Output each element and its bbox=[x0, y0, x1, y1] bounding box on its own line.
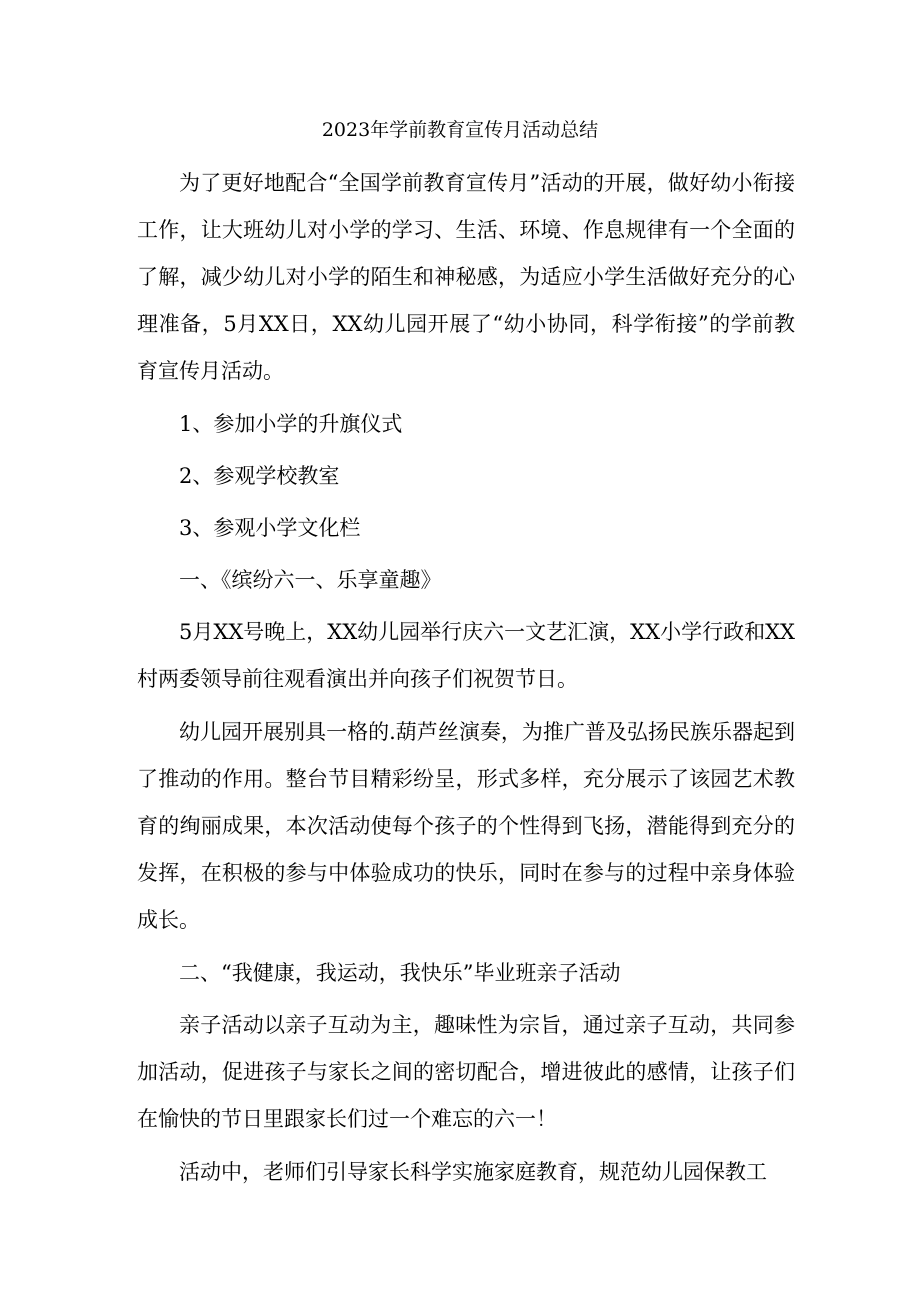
document-title: 2023年学前教育宣传月活动总结 bbox=[321, 119, 599, 141]
section-heading-two: 二、“我健康，我运动，我快乐”毕业班亲子活动 bbox=[179, 961, 621, 985]
list-item-visit-classroom: 2、参观学校教室 bbox=[179, 464, 340, 488]
paragraph-hulusi: 幼儿园开展别具一格的.葫芦丝演奏，为推广普及弘扬民族乐器起到了推动的作用。整台节目精彩纷呈，形式多样，充分展示了该园艺术教育的绚丽成果，本次活动使每个孩子的个性得到飞扬，潜能得到充分的发挥，在积极的参与中体验成功的快乐，同时在参与的过程中亲身体验成长。 bbox=[137, 720, 795, 932]
paragraph-gala: 5月XX号晚上，XX幼儿园举行庆六一文艺汇演，XX小学行政和XX村两委领导前往观看演出并向孩子们祝贺节日。 bbox=[137, 620, 795, 691]
section-heading-one: 一、《缤纷六一、乐享童趣》 bbox=[179, 568, 442, 592]
paragraph-parent-child: 亲子活动以亲子互动为主，趣味性为宗旨，通过亲子互动，共同参加活动，促进孩子与家长之间的密切配合，增进彼此的感情，让孩子们在愉快的节日里跟家长们过一个难忘的六一！ bbox=[137, 1013, 795, 1131]
list-item-flag-ceremony: 1、参加小学的升旗仪式 bbox=[179, 412, 403, 436]
list-item-visit-culture-board: 3、参观小学文化栏 bbox=[179, 516, 361, 540]
document-body bbox=[137, 160, 795, 1202]
paragraph-intro: 为了更好地配合“全国学前教育宣传月”活动的开展，做好幼小衔接工作，让大班幼儿对小学的学习、生活、环境、作息规律有一个全面的了解，减少幼儿对小学的陌生和神秘感，为适应小学生活做好充分的心理准备，5月XX日，XX幼儿园开展了“幼小协同，科学衔接”的学前教育宣传月活动。 bbox=[137, 171, 795, 383]
paragraph-activity-guidance: 活动中，老师们引导家长科学实施家庭教育，规范幼儿园保教工 bbox=[179, 1160, 767, 1184]
